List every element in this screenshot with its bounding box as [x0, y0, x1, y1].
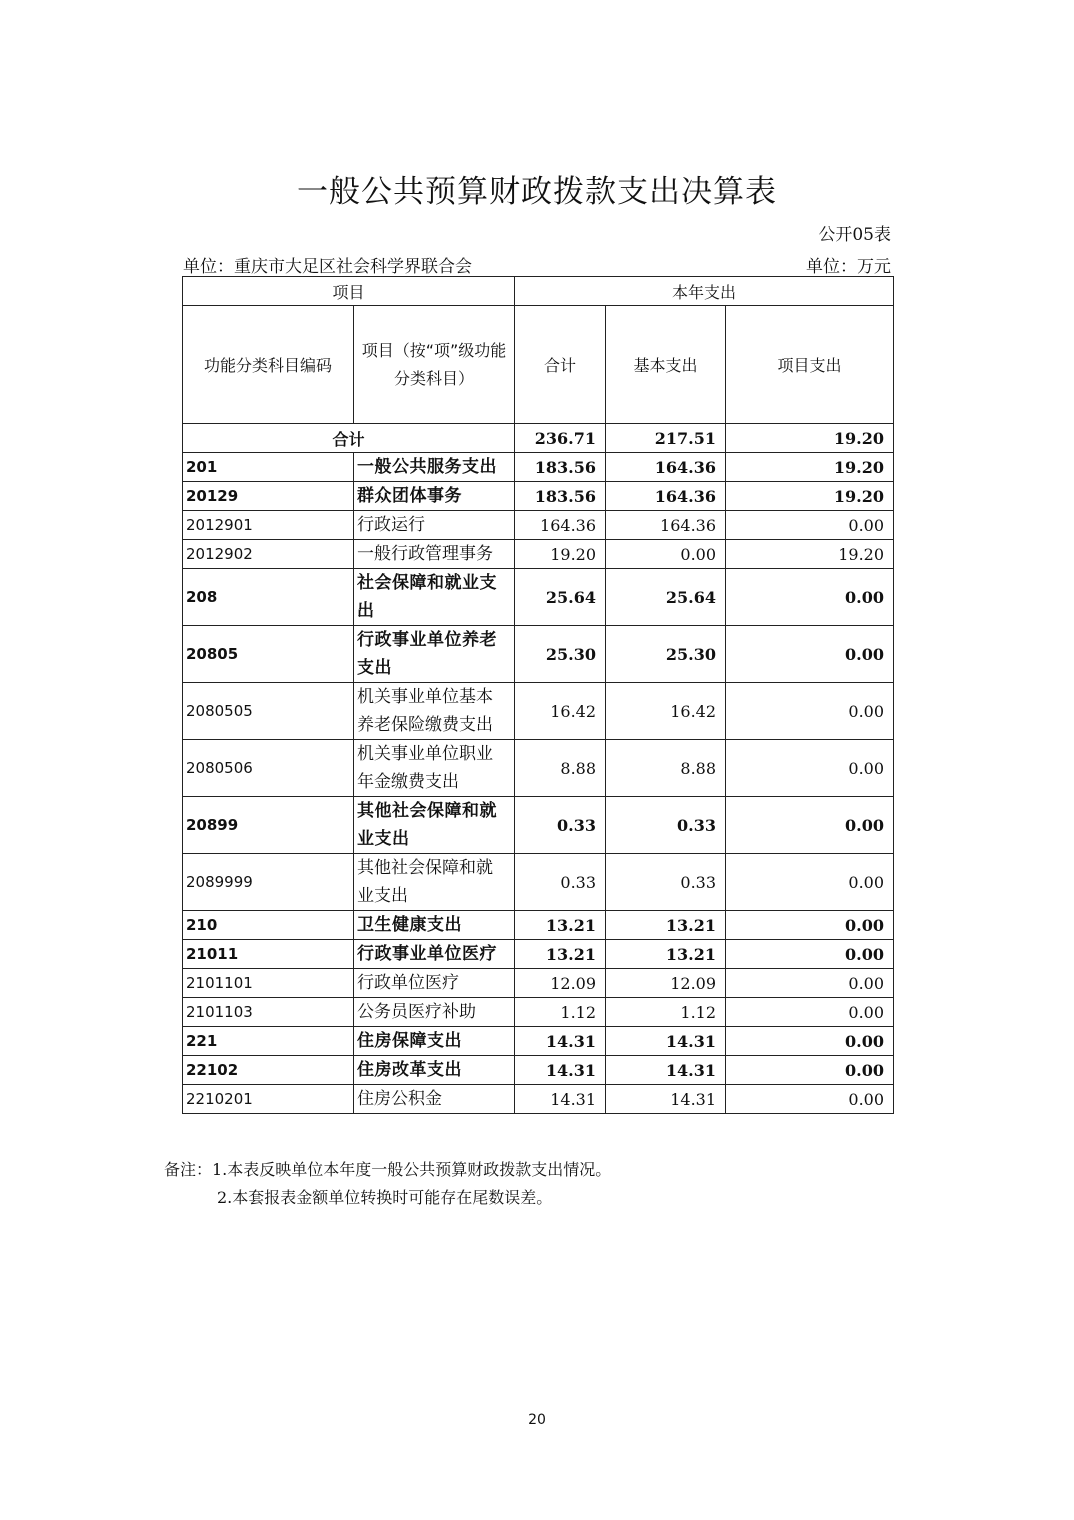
- page-title: 一般公共预算财政拨款支出决算表: [297, 174, 777, 210]
- table-row: [183, 998, 894, 1027]
- row-basic: 25.64: [606, 569, 726, 626]
- row-code: 22102: [183, 1056, 354, 1085]
- total-row: [183, 424, 894, 453]
- row-code: 2101101: [183, 969, 354, 998]
- header-project: 项目支出: [726, 306, 894, 424]
- total-label: 合计: [183, 424, 515, 453]
- page-number: 20: [528, 1412, 546, 1428]
- table-row: [183, 969, 894, 998]
- row-code: 2089999: [183, 854, 354, 911]
- row-basic: 16.42: [606, 683, 726, 740]
- note-line-1: 备注：1.本表反映单位本年度一般公共预算财政拨款支出情况。: [164, 1160, 612, 1179]
- row-name: 行政事业单位医疗: [354, 940, 515, 969]
- table-row: [183, 626, 894, 683]
- header-total: 合计: [515, 306, 606, 424]
- row-name: 群众团体事务: [354, 482, 515, 511]
- row-basic: 0.33: [606, 797, 726, 854]
- notes: [164, 1156, 611, 1212]
- row-basic: 12.09: [606, 969, 726, 998]
- row-project: 0.00: [726, 569, 894, 626]
- table-row: [183, 740, 894, 797]
- table-row: [183, 453, 894, 482]
- row-basic: 0.33: [606, 854, 726, 911]
- row-name: 行政事业单位养老支出: [354, 626, 515, 683]
- note-line-2: 2.本套报表金额单位转换时可能存在尾数误差。: [217, 1188, 553, 1207]
- row-code: 2101103: [183, 998, 354, 1027]
- row-basic: 164.36: [606, 511, 726, 540]
- row-project: 0.00: [726, 1027, 894, 1056]
- row-project: 0.00: [726, 940, 894, 969]
- form-code: 公开05表: [818, 225, 891, 245]
- row-code: 201: [183, 453, 354, 482]
- table-row: [183, 540, 894, 569]
- row-project: 0.00: [726, 1056, 894, 1085]
- table-row: [183, 1085, 894, 1114]
- row-basic: 14.31: [606, 1027, 726, 1056]
- total-project: 19.20: [726, 424, 894, 453]
- row-total: 14.31: [515, 1027, 606, 1056]
- row-total: 25.30: [515, 626, 606, 683]
- row-code: 2210201: [183, 1085, 354, 1114]
- row-total: 8.88: [515, 740, 606, 797]
- row-basic: 14.31: [606, 1085, 726, 1114]
- table-row: [183, 683, 894, 740]
- row-project: 19.20: [726, 453, 894, 482]
- table-row: [183, 511, 894, 540]
- row-project: 0.00: [726, 854, 894, 911]
- row-basic: 13.21: [606, 940, 726, 969]
- total-basic: 217.51: [606, 424, 726, 453]
- table-row: [183, 1027, 894, 1056]
- row-basic: 14.31: [606, 1056, 726, 1085]
- expenditure-table: [182, 276, 894, 1114]
- row-code: 20899: [183, 797, 354, 854]
- row-code: 210: [183, 911, 354, 940]
- row-code: 20129: [183, 482, 354, 511]
- row-project: 0.00: [726, 683, 894, 740]
- row-code: 2012901: [183, 511, 354, 540]
- row-name: 机关事业单位职业年金缴费支出: [354, 740, 515, 797]
- unit-organization: 单位：重庆市大足区社会科学界联合会: [183, 257, 472, 277]
- row-name: 行政单位医疗: [354, 969, 515, 998]
- row-total: 183.56: [515, 453, 606, 482]
- row-name: 公务员医疗补助: [354, 998, 515, 1027]
- row-name: 一般行政管理事务: [354, 540, 515, 569]
- row-basic: 13.21: [606, 911, 726, 940]
- header-current-year: 本年支出: [515, 277, 894, 306]
- row-project: 0.00: [726, 998, 894, 1027]
- row-name: 其他社会保障和就业支出: [354, 797, 515, 854]
- row-project: 0.00: [726, 740, 894, 797]
- header-code: 功能分类科目编码: [183, 306, 354, 424]
- row-project: 0.00: [726, 969, 894, 998]
- row-basic: 164.36: [606, 482, 726, 511]
- row-code: 21011: [183, 940, 354, 969]
- row-code: 208: [183, 569, 354, 626]
- row-code: 20805: [183, 626, 354, 683]
- total-sum: 236.71: [515, 424, 606, 453]
- table-row: [183, 1056, 894, 1085]
- row-name: 一般公共服务支出: [354, 453, 515, 482]
- row-name: 机关事业单位基本养老保险缴费支出: [354, 683, 515, 740]
- unit-currency: 单位：万元: [806, 257, 891, 277]
- row-project: 0.00: [726, 626, 894, 683]
- row-project: 0.00: [726, 511, 894, 540]
- row-name: 其他社会保障和就业支出: [354, 854, 515, 911]
- row-basic: 164.36: [606, 453, 726, 482]
- header-basic: 基本支出: [606, 306, 726, 424]
- row-code: 2080506: [183, 740, 354, 797]
- row-project: 0.00: [726, 1085, 894, 1114]
- row-project: 19.20: [726, 482, 894, 511]
- row-name: 住房改革支出: [354, 1056, 515, 1085]
- row-name: 社会保障和就业支出: [354, 569, 515, 626]
- row-total: 164.36: [515, 511, 606, 540]
- table-row: [183, 911, 894, 940]
- table-row: [183, 854, 894, 911]
- row-total: 14.31: [515, 1056, 606, 1085]
- row-code: 2080505: [183, 683, 354, 740]
- row-total: 25.64: [515, 569, 606, 626]
- row-basic: 8.88: [606, 740, 726, 797]
- row-total: 0.33: [515, 854, 606, 911]
- row-total: 13.21: [515, 940, 606, 969]
- row-project: 0.00: [726, 797, 894, 854]
- row-total: 183.56: [515, 482, 606, 511]
- row-total: 12.09: [515, 969, 606, 998]
- table-row: [183, 940, 894, 969]
- row-name: 行政运行: [354, 511, 515, 540]
- row-total: 14.31: [515, 1085, 606, 1114]
- table-row: [183, 569, 894, 626]
- row-total: 0.33: [515, 797, 606, 854]
- header-name: 项目（按“项”级功能分类科目）: [354, 306, 515, 424]
- header-items: 项目: [183, 277, 515, 306]
- table-row: [183, 482, 894, 511]
- row-project: 19.20: [726, 540, 894, 569]
- row-total: 19.20: [515, 540, 606, 569]
- row-basic: 1.12: [606, 998, 726, 1027]
- row-name: 卫生健康支出: [354, 911, 515, 940]
- row-name: 住房保障支出: [354, 1027, 515, 1056]
- row-name: 住房公积金: [354, 1085, 515, 1114]
- row-total: 13.21: [515, 911, 606, 940]
- row-code: 2012902: [183, 540, 354, 569]
- row-total: 1.12: [515, 998, 606, 1027]
- row-basic: 0.00: [606, 540, 726, 569]
- table-row: [183, 797, 894, 854]
- row-code: 221: [183, 1027, 354, 1056]
- row-project: 0.00: [726, 911, 894, 940]
- row-basic: 25.30: [606, 626, 726, 683]
- row-total: 16.42: [515, 683, 606, 740]
